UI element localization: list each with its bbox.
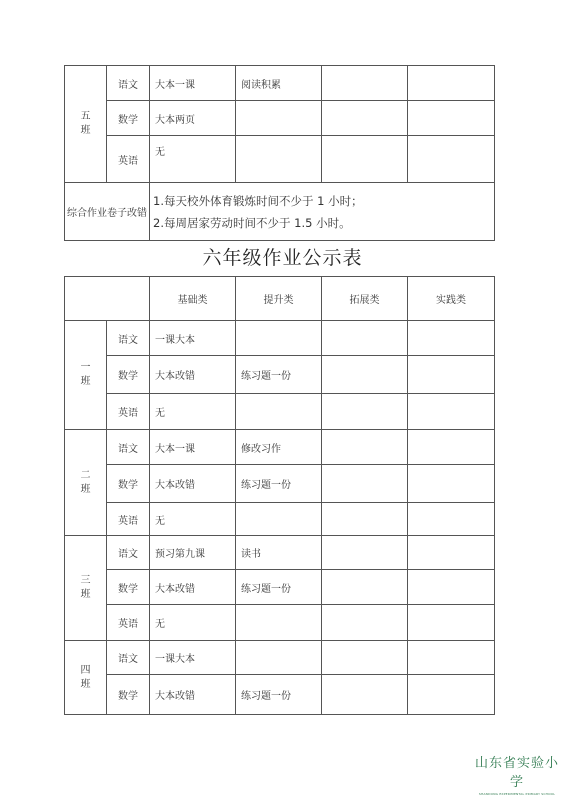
basic-cell: 大本两页 bbox=[150, 101, 236, 136]
subject-cell: 语文 bbox=[107, 66, 150, 101]
subject-cell: 数学 bbox=[107, 356, 150, 394]
subject-cell: 英语 bbox=[107, 394, 150, 430]
basic-cell: 大本一课 bbox=[150, 66, 236, 101]
table-row bbox=[65, 430, 495, 465]
advanced-cell: 练习题一份 bbox=[236, 356, 322, 394]
practice-cell bbox=[408, 101, 495, 136]
extended-cell bbox=[322, 136, 408, 183]
practice-cell bbox=[408, 321, 495, 356]
subject-cell: 语文 bbox=[107, 430, 150, 465]
practice-cell bbox=[408, 536, 495, 570]
advanced-cell: 修改习作 bbox=[236, 430, 322, 465]
table-row bbox=[65, 641, 495, 675]
class-label: 二 班 bbox=[65, 430, 107, 536]
subject-cell: 语文 bbox=[107, 641, 150, 675]
basic-cell: 一课大本 bbox=[150, 641, 236, 675]
class-label: 三 班 bbox=[65, 536, 107, 641]
practice-cell bbox=[408, 605, 495, 641]
note-line: 1.每天校外体育锻炼时间不少于 1 小时； bbox=[153, 193, 363, 208]
extended-cell bbox=[322, 675, 408, 715]
extended-cell bbox=[322, 66, 408, 101]
advanced-cell bbox=[236, 101, 322, 136]
advanced-cell bbox=[236, 641, 322, 675]
practice-cell bbox=[408, 394, 495, 430]
extended-cell bbox=[322, 101, 408, 136]
practice-cell bbox=[408, 136, 495, 183]
basic-cell: 大本改错 bbox=[150, 675, 236, 715]
class-five-table bbox=[64, 65, 495, 241]
advanced-cell bbox=[236, 503, 322, 536]
extended-cell bbox=[322, 321, 408, 356]
notes-cell bbox=[150, 183, 495, 241]
header-practice: 实践类 bbox=[408, 277, 495, 321]
basic-cell: 无 bbox=[150, 503, 236, 536]
practice-cell bbox=[408, 356, 495, 394]
subject-cell: 英语 bbox=[107, 136, 150, 183]
practice-cell bbox=[408, 503, 495, 536]
school-logo-english: SHANDONG EXPERIMENTAL PRIMARY SCHOOL bbox=[478, 792, 556, 796]
practice-cell bbox=[408, 641, 495, 675]
table-row bbox=[65, 675, 495, 715]
subject-cell: 数学 bbox=[107, 101, 150, 136]
table-row bbox=[65, 321, 495, 356]
table-row bbox=[65, 394, 495, 430]
basic-cell: 大本一课 bbox=[150, 430, 236, 465]
page-title: 六年级作业公示表 bbox=[202, 247, 363, 269]
extended-cell bbox=[322, 430, 408, 465]
subject-cell: 英语 bbox=[107, 605, 150, 641]
advanced-cell bbox=[236, 321, 322, 356]
advanced-cell bbox=[236, 136, 322, 183]
table-row bbox=[65, 101, 495, 136]
subject-cell: 数学 bbox=[107, 675, 150, 715]
header-blank bbox=[65, 277, 150, 321]
table-row bbox=[65, 605, 495, 641]
subject-cell: 英语 bbox=[107, 503, 150, 536]
class-label: 五 班 bbox=[65, 66, 107, 183]
table-row bbox=[65, 570, 495, 605]
subject-cell: 语文 bbox=[107, 321, 150, 356]
table-row bbox=[65, 465, 495, 503]
school-logo bbox=[472, 752, 562, 796]
advanced-cell: 练习题一份 bbox=[236, 570, 322, 605]
advanced-cell bbox=[236, 394, 322, 430]
subject-cell: 数学 bbox=[107, 570, 150, 605]
basic-cell: 无 bbox=[150, 605, 236, 641]
practice-cell bbox=[408, 430, 495, 465]
extended-cell bbox=[322, 536, 408, 570]
header-row bbox=[65, 277, 495, 321]
notes-label: 综合作业卷子改错 bbox=[65, 183, 150, 241]
extended-cell bbox=[322, 503, 408, 536]
practice-cell bbox=[408, 570, 495, 605]
practice-cell bbox=[408, 66, 495, 101]
header-advanced: 提升类 bbox=[236, 277, 322, 321]
basic-cell: 预习第九课 bbox=[150, 536, 236, 570]
advanced-cell: 阅读积累 bbox=[236, 66, 322, 101]
extended-cell bbox=[322, 394, 408, 430]
table-row bbox=[65, 536, 495, 570]
practice-cell bbox=[408, 465, 495, 503]
homework-table bbox=[64, 276, 495, 715]
class-label: 一 班 bbox=[65, 321, 107, 430]
basic-cell: 无 bbox=[150, 136, 236, 183]
header-basic: 基础类 bbox=[150, 277, 236, 321]
basic-cell: 一课大本 bbox=[150, 321, 236, 356]
advanced-cell: 练习题一份 bbox=[236, 675, 322, 715]
extended-cell bbox=[322, 356, 408, 394]
school-logo-name: 山东省实验小学 bbox=[474, 756, 559, 790]
table-row bbox=[65, 503, 495, 536]
advanced-cell bbox=[236, 605, 322, 641]
table-row bbox=[65, 356, 495, 394]
basic-cell: 大本改错 bbox=[150, 356, 236, 394]
extended-cell bbox=[322, 641, 408, 675]
notes-row bbox=[65, 183, 495, 241]
table-row bbox=[65, 136, 495, 183]
extended-cell bbox=[322, 570, 408, 605]
extended-cell bbox=[322, 605, 408, 641]
subject-cell: 数学 bbox=[107, 465, 150, 503]
class-label: 四 班 bbox=[65, 641, 107, 715]
advanced-cell: 读书 bbox=[236, 536, 322, 570]
table-row bbox=[65, 66, 495, 101]
basic-cell: 无 bbox=[150, 394, 236, 430]
basic-cell: 大本改错 bbox=[150, 570, 236, 605]
advanced-cell: 练习题一份 bbox=[236, 465, 322, 503]
subject-cell: 语文 bbox=[107, 536, 150, 570]
basic-cell: 大本改错 bbox=[150, 465, 236, 503]
practice-cell bbox=[408, 675, 495, 715]
extended-cell bbox=[322, 465, 408, 503]
header-extended: 拓展类 bbox=[322, 277, 408, 321]
note-line: 2.每周居家劳动时间不少于 1.5 小时。 bbox=[153, 215, 351, 230]
